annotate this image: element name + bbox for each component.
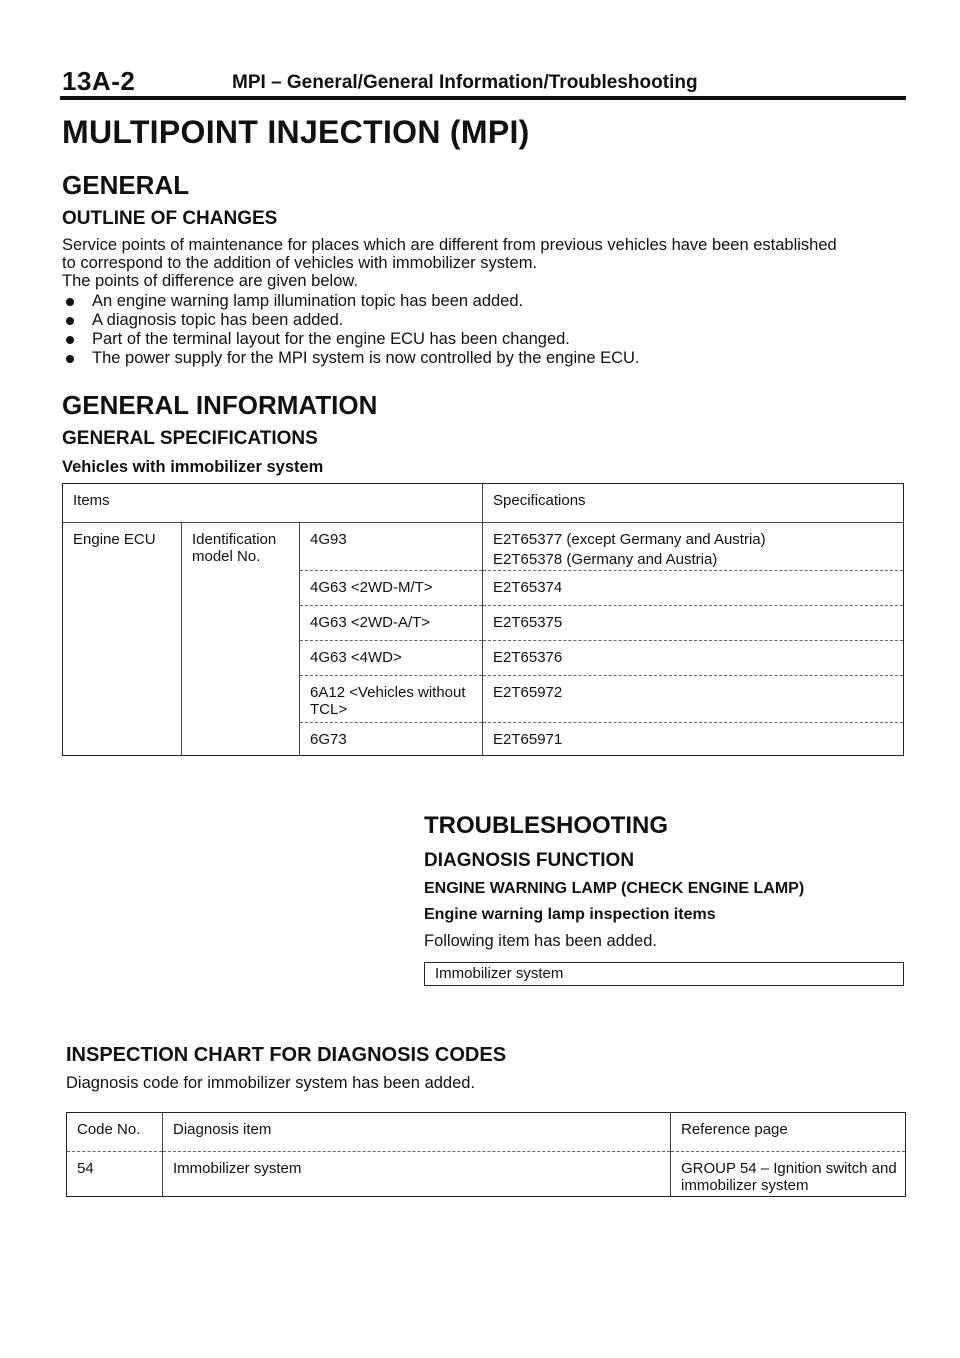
diagnosis-code-text: Diagnosis code for immobilizer system has been added. <box>66 1074 476 1092</box>
section-title: MPI – General/General Information/Troubleshooting <box>232 72 698 93</box>
heading-diagnosis-function: DIAGNOSIS FUNCTION <box>424 850 635 871</box>
item-engine-ecu: Engine ECU <box>73 531 156 548</box>
model-cell: 4G63 <2WD-A/T> <box>300 606 483 641</box>
heading-inspection-items: Engine warning lamp inspection items <box>424 906 716 923</box>
heading-general: GENERAL <box>62 170 190 200</box>
spec-cell: E2T65374 <box>483 571 904 606</box>
intro-line: to correspond to the addition of vehicles with immobilizer system. <box>62 254 538 272</box>
table-header-row <box>67 1113 906 1152</box>
heading-outline-of-changes: OUTLINE OF CHANGES <box>62 208 278 229</box>
intro-line: Service points of maintenance for places which are different from previous vehicles have been established <box>62 236 837 254</box>
bullet-icon <box>66 336 74 344</box>
spec-cell <box>483 523 904 571</box>
heading-vehicles-with-immobilizer: Vehicles with immobilizer system <box>62 458 324 476</box>
diagnosis-item-cell: Immobilizer system <box>163 1152 671 1197</box>
model-cell: 6G73 <box>300 723 483 756</box>
header-rule <box>60 96 906 100</box>
list-item-text: An engine warning lamp illumination topic has been added. <box>92 292 524 310</box>
intro-paragraph <box>62 236 912 290</box>
spec-cell: E2T65972 <box>483 676 904 723</box>
list-item <box>62 349 640 368</box>
list-item-text: A diagnosis topic has been added. <box>92 311 344 329</box>
heading-general-information: GENERAL INFORMATION <box>62 390 378 420</box>
list-item-text: Part of the terminal layout for the engine ECU has been changed. <box>92 330 570 348</box>
spec-cell: E2T65971 <box>483 723 904 756</box>
spec-cell: E2T65375 <box>483 606 904 641</box>
spec-cell: E2T65376 <box>483 641 904 676</box>
code-cell: 54 <box>77 1160 94 1177</box>
diagnosis-code-table <box>66 1112 906 1197</box>
table-header-row <box>63 484 904 523</box>
bullet-icon <box>66 317 74 325</box>
bullet-icon <box>66 355 74 363</box>
header-specifications: Specifications <box>483 484 904 523</box>
table-row <box>63 523 904 571</box>
list-item <box>62 292 640 311</box>
bullet-icon <box>66 298 74 306</box>
spec-line: E2T65378 (Germany and Austria) <box>493 551 718 568</box>
sub-item-identification: Identification model No. <box>182 523 300 756</box>
model-cell: 4G63 <4WD> <box>300 641 483 676</box>
following-text: Following item has been added. <box>424 932 657 950</box>
added-item-box: Immobilizer system <box>424 962 904 986</box>
header-code-no: Code No. <box>67 1113 163 1152</box>
header-reference-page: Reference page <box>671 1113 906 1152</box>
specifications-table <box>62 483 904 756</box>
reference-cell: GROUP 54 – Ignition switch and immobilizer system <box>671 1152 906 1197</box>
header-diagnosis-item: Diagnosis item <box>163 1113 671 1152</box>
list-item <box>62 311 640 330</box>
model-cell: 4G93 <box>300 523 483 571</box>
model-cell: 4G63 <2WD-M/T> <box>300 571 483 606</box>
intro-line: The points of difference are given below. <box>62 272 358 290</box>
heading-inspection-chart: INSPECTION CHART FOR DIAGNOSIS CODES <box>66 1044 507 1066</box>
spec-line: E2T65377 (except Germany and Austria) <box>493 531 766 548</box>
changes-list <box>62 292 640 368</box>
heading-troubleshooting: TROUBLESHOOTING <box>424 812 668 839</box>
document-title: MULTIPOINT INJECTION (MPI) <box>62 114 530 150</box>
table-row <box>67 1152 906 1197</box>
heading-engine-warning-lamp: ENGINE WARNING LAMP (CHECK ENGINE LAMP) <box>424 880 805 897</box>
page-number: 13A-2 <box>62 66 136 96</box>
list-item <box>62 330 640 349</box>
header-items: Items <box>63 484 483 523</box>
list-item-text: The power supply for the MPI system is now controlled by the engine ECU. <box>92 349 640 367</box>
model-cell: 6A12 <Vehicles without TCL> <box>300 676 483 723</box>
heading-general-specifications: GENERAL SPECIFICATIONS <box>62 428 318 449</box>
